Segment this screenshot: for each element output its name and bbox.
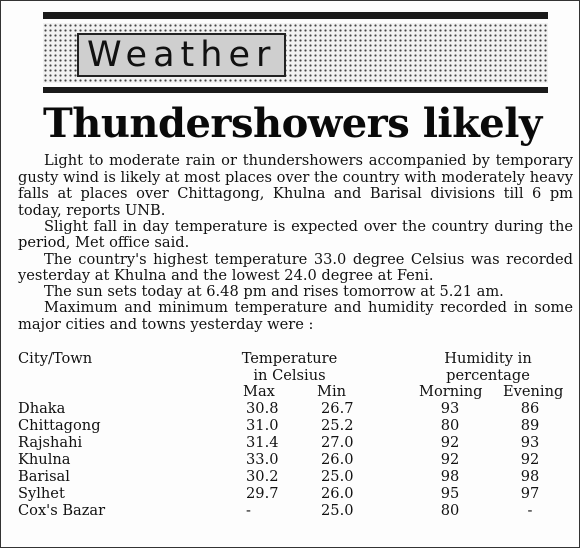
headline: Thundershowers likely	[43, 100, 542, 147]
max-temp-cell: 31.4	[246, 434, 279, 451]
max-temp-cell: 30.8	[246, 400, 279, 417]
morning-humidity-cell: 92	[440, 434, 460, 451]
city-cell: Khulna	[18, 451, 71, 468]
humidity-header-line2: percentage	[446, 366, 530, 384]
max-temp-cell: 30.2	[246, 468, 279, 485]
paragraph: Light to moderate rain or thundershowers accompanied by temporary gusty wind is likely at most places over the country with moderately heavy falls at places over Chittagong, Khulna and Barisal divisions till 6 pm today, reports UNB.	[18, 152, 573, 219]
banner-top-rule	[43, 12, 548, 19]
table-row	[18, 418, 573, 435]
max-subheader: Max	[243, 383, 275, 400]
min-temp-cell: 26.7	[321, 400, 354, 417]
paragraph: Slight fall in day temperature is expected over the country during the period, Met office said.	[18, 217, 573, 252]
city-cell: Barisal	[18, 468, 70, 485]
temperature-column-header	[227, 351, 352, 384]
min-temp-cell: 26.0	[321, 485, 354, 502]
min-subheader: Min	[317, 383, 347, 400]
max-temp-cell: 29.7	[246, 485, 279, 502]
table-row	[18, 452, 573, 469]
humidity-header-line1: Humidity in	[444, 350, 532, 367]
section-label: Weather	[77, 33, 286, 77]
morning-humidity-cell: 93	[440, 400, 460, 417]
weather-banner	[43, 23, 548, 83]
city-column-header: City/Town	[18, 350, 93, 367]
city-cell: Chittagong	[18, 417, 101, 434]
evening-humidity-cell: 92	[520, 451, 540, 468]
evening-humidity-cell: 86	[520, 400, 540, 417]
paragraph: The sun sets today at 6.48 pm and rises tomorrow at 5.21 am.	[44, 283, 504, 301]
article-body	[18, 153, 573, 334]
morning-humidity-cell: 80	[440, 417, 460, 434]
humidity-column-header	[418, 351, 558, 384]
evening-humidity-cell: 98	[520, 468, 540, 485]
city-cell: Cox's Bazar	[18, 502, 106, 519]
city-cell: Rajshahi	[18, 434, 83, 451]
morning-humidity-cell: 98	[440, 468, 460, 485]
city-cell: Sylhet	[18, 485, 65, 502]
max-temp-cell: -	[246, 502, 251, 519]
min-temp-cell: 25.0	[321, 468, 354, 485]
evening-humidity-cell: 89	[520, 417, 540, 434]
banner-bottom-rule	[43, 87, 548, 93]
morning-subheader: Morning	[419, 383, 483, 400]
morning-humidity-cell: 80	[440, 502, 460, 519]
max-temp-cell: 31.0	[246, 417, 279, 434]
table-row	[18, 469, 573, 486]
evening-humidity-cell: 97	[520, 485, 540, 502]
paragraph: The country's highest temperature 33.0 degree Celsius was recorded yesterday at Khulna and the lowest 24.0 degree at Feni.	[18, 250, 573, 285]
max-temp-cell: 33.0	[246, 451, 279, 468]
evening-subheader: Evening	[503, 383, 564, 400]
min-temp-cell: 27.0	[321, 434, 354, 451]
min-temp-cell: 25.0	[321, 502, 354, 519]
table-row	[18, 435, 573, 452]
min-temp-cell: 26.0	[321, 451, 354, 468]
morning-humidity-cell: 95	[440, 485, 460, 502]
paragraph: Maximum and minimum temperature and humidity recorded in some major cities and towns yesterday were :	[18, 299, 573, 333]
temperature-header-line2: in Celsius	[253, 366, 326, 384]
morning-humidity-cell: 92	[440, 451, 460, 468]
table-row	[18, 486, 573, 503]
min-temp-cell: 25.2	[321, 417, 354, 434]
evening-humidity-cell: -	[527, 502, 533, 519]
table-row	[18, 401, 573, 418]
table-row	[18, 503, 573, 520]
temperature-header-line1: Temperature	[241, 350, 338, 367]
evening-humidity-cell: 93	[520, 434, 540, 451]
city-cell: Dhaka	[18, 400, 66, 417]
